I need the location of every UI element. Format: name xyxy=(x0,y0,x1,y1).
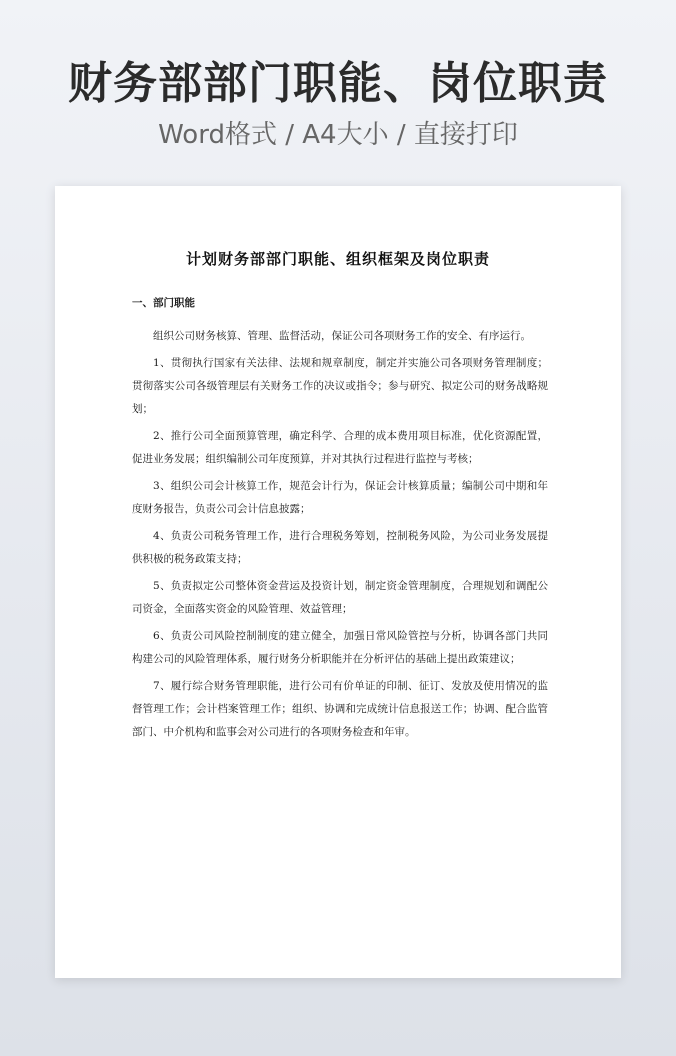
document-page xyxy=(55,186,621,978)
duty-paragraph-3: 3、组织公司会计核算工作，规范会计行为，保证会计核算质量；编制公司中期和年度财务报告，负责公司会计信息披露； xyxy=(132,480,548,515)
duty-paragraph-1: 1、贯彻执行国家有关法律、法规和规章制度，制定并实施公司各项财务管理制度；贯彻落实公司各级管理层有关财务工作的决议或指令；参与研究、拟定公司的财务战略规划； xyxy=(132,357,548,415)
banner-title: 财务部部门职能、岗位职责 xyxy=(68,58,608,109)
duty-paragraph-6: 6、负责公司风险控制制度的建立健全，加强日常风险管控与分析，协调各部门共同构建公司的风险管理体系，履行财务分析职能并在分析评估的基础上提出政策建议； xyxy=(132,630,548,665)
duty-paragraph-5: 5、负责拟定公司整体资金营运及投资计划，制定资金管理制度，合理规划和调配公司资金，全面落实资金的风险管理、效益管理； xyxy=(132,580,548,615)
intro-paragraph: 组织公司财务核算、管理、监督活动，保证公司各项财务工作的安全、有序运行。 xyxy=(153,330,531,342)
document-body xyxy=(132,292,548,748)
document-title: 计划财务部部门职能、组织框架及岗位职责 xyxy=(185,250,490,268)
banner-subtitle: Word格式 / A4大小 / 直接打印 xyxy=(158,120,518,150)
duty-paragraph-7: 7、履行综合财务管理职能，进行公司有价单证的印制、征订、发放及使用情况的监督管理工作；会计档案管理工作；组织、协调和完成统计信息报送工作；协调、配合监管部门、中介机构和监事会对公司进行的各项财务检查和年审。 xyxy=(132,680,548,738)
duty-paragraph-2: 2、推行公司全面预算管理，确定科学、合理的成本费用项目标准，优化资源配置，促进业务发展；组织编制公司年度预算，并对其执行过程进行监控与考核； xyxy=(132,430,548,465)
duty-paragraph-4: 4、负责公司税务管理工作，进行合理税务筹划，控制税务风险，为公司业务发展提供积极的税务政策支持； xyxy=(132,530,548,565)
section-heading: 一、部门职能 xyxy=(132,297,195,309)
